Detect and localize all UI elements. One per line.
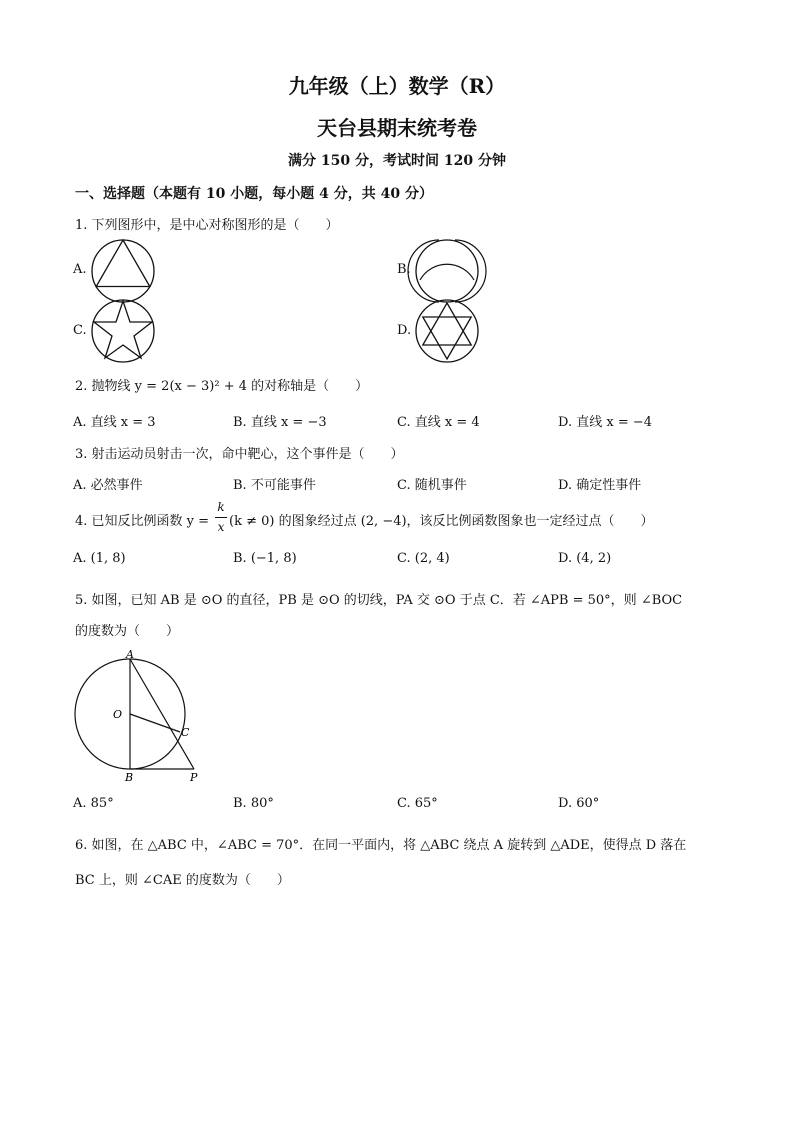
q4-option-d: D. (4, 2) — [558, 551, 612, 566]
question-5-stem-line1: 5. 如图，已知 AB 是 ⊙O 的直径，PB 是 ⊙O 的切线，PA 交 ⊙O 于点 C．若 ∠APB = 50°，则 ∠BOC — [75, 593, 683, 608]
q5-point-b-label: B — [125, 771, 134, 784]
q4-fraction-numerator: k — [217, 500, 225, 514]
q5-point-a-label: A — [126, 648, 134, 661]
question-2-stem: 2. 抛物线 y = 2(x − 3)² + 4 的对称轴是（ ） — [75, 379, 369, 394]
q1-circle-star-figure — [92, 300, 158, 366]
question-6-stem-line1: 6. 如图，在 △ABC 中，∠ABC = 70°．在同一平面内，将 △ABC 绕点 A 旋转到 △ADE，使得点 D 落在 — [75, 838, 687, 853]
q2-option-a: A. 直线 x = 3 — [73, 415, 156, 430]
question-4-stem-suffix: (k ≠ 0) 的图象经过点 (2, −4)，该反比例函数图象也一定经过点（ ） — [229, 514, 654, 529]
q4-option-a: A. (1, 8) — [73, 551, 126, 566]
score-time-line: 满分 150 分，考试时间 120 分钟 — [288, 153, 506, 169]
question-5-stem-line2: 的度数为（ ） — [75, 624, 180, 639]
q5-point-c-label: C — [181, 726, 190, 739]
question-1-stem: 1. 下列图形中，是中心对称图形的是（ ） — [75, 218, 339, 233]
q1-option-d-label: D. — [397, 323, 412, 338]
q4-fraction-denominator: x — [217, 520, 225, 534]
question-4-stem-prefix: 4. 已知反比例函数 y = — [75, 514, 210, 529]
q1-circle-hexagram-figure — [416, 300, 482, 366]
q4-option-b: B. (−1, 8) — [233, 551, 297, 566]
q4-option-c: C. (2, 4) — [397, 551, 450, 566]
question-6-stem-line2: BC 上，则 ∠CAE 的度数为（ ） — [75, 873, 290, 888]
q1-circle-triangle-figure — [92, 240, 158, 306]
q3-option-c: C. 随机事件 — [397, 478, 467, 493]
q3-option-a: A. 必然事件 — [73, 478, 143, 493]
q5-option-d: D. 60° — [558, 796, 600, 811]
q2-option-b: B. 直线 x = −3 — [233, 415, 327, 430]
q1-option-a-label: A. — [73, 262, 87, 277]
q3-option-d: D. 确定性事件 — [558, 478, 642, 493]
paper-title: 九年级（上）数学（R） — [288, 74, 506, 98]
q5-option-b: B. 80° — [233, 796, 274, 811]
question-3-stem: 3. 射击运动员射击一次，命中靶心，这个事件是（ ） — [75, 447, 404, 462]
exam-name: 天台县期末统考卷 — [317, 116, 477, 140]
q1-circle-three-arcs-figure — [416, 240, 482, 306]
q1-option-c-label: C. — [73, 323, 87, 338]
q1-option-b-label: B. — [397, 262, 411, 277]
q5-point-o-label: O — [113, 708, 123, 721]
q5-option-c: C. 65° — [397, 796, 438, 811]
q3-option-b: B. 不可能事件 — [233, 478, 316, 493]
q2-option-d: D. 直线 x = −4 — [558, 415, 653, 430]
q5-circle-tangent-figure — [70, 650, 210, 785]
q2-option-c: C. 直线 x = 4 — [397, 415, 480, 430]
q4-fraction-bar — [215, 517, 227, 518]
q5-point-p-label: P — [190, 771, 198, 784]
section-heading: 一、选择题（本题有 10 小题，每小题 4 分，共 40 分） — [75, 186, 433, 202]
q5-option-a: A. 85° — [73, 796, 114, 811]
